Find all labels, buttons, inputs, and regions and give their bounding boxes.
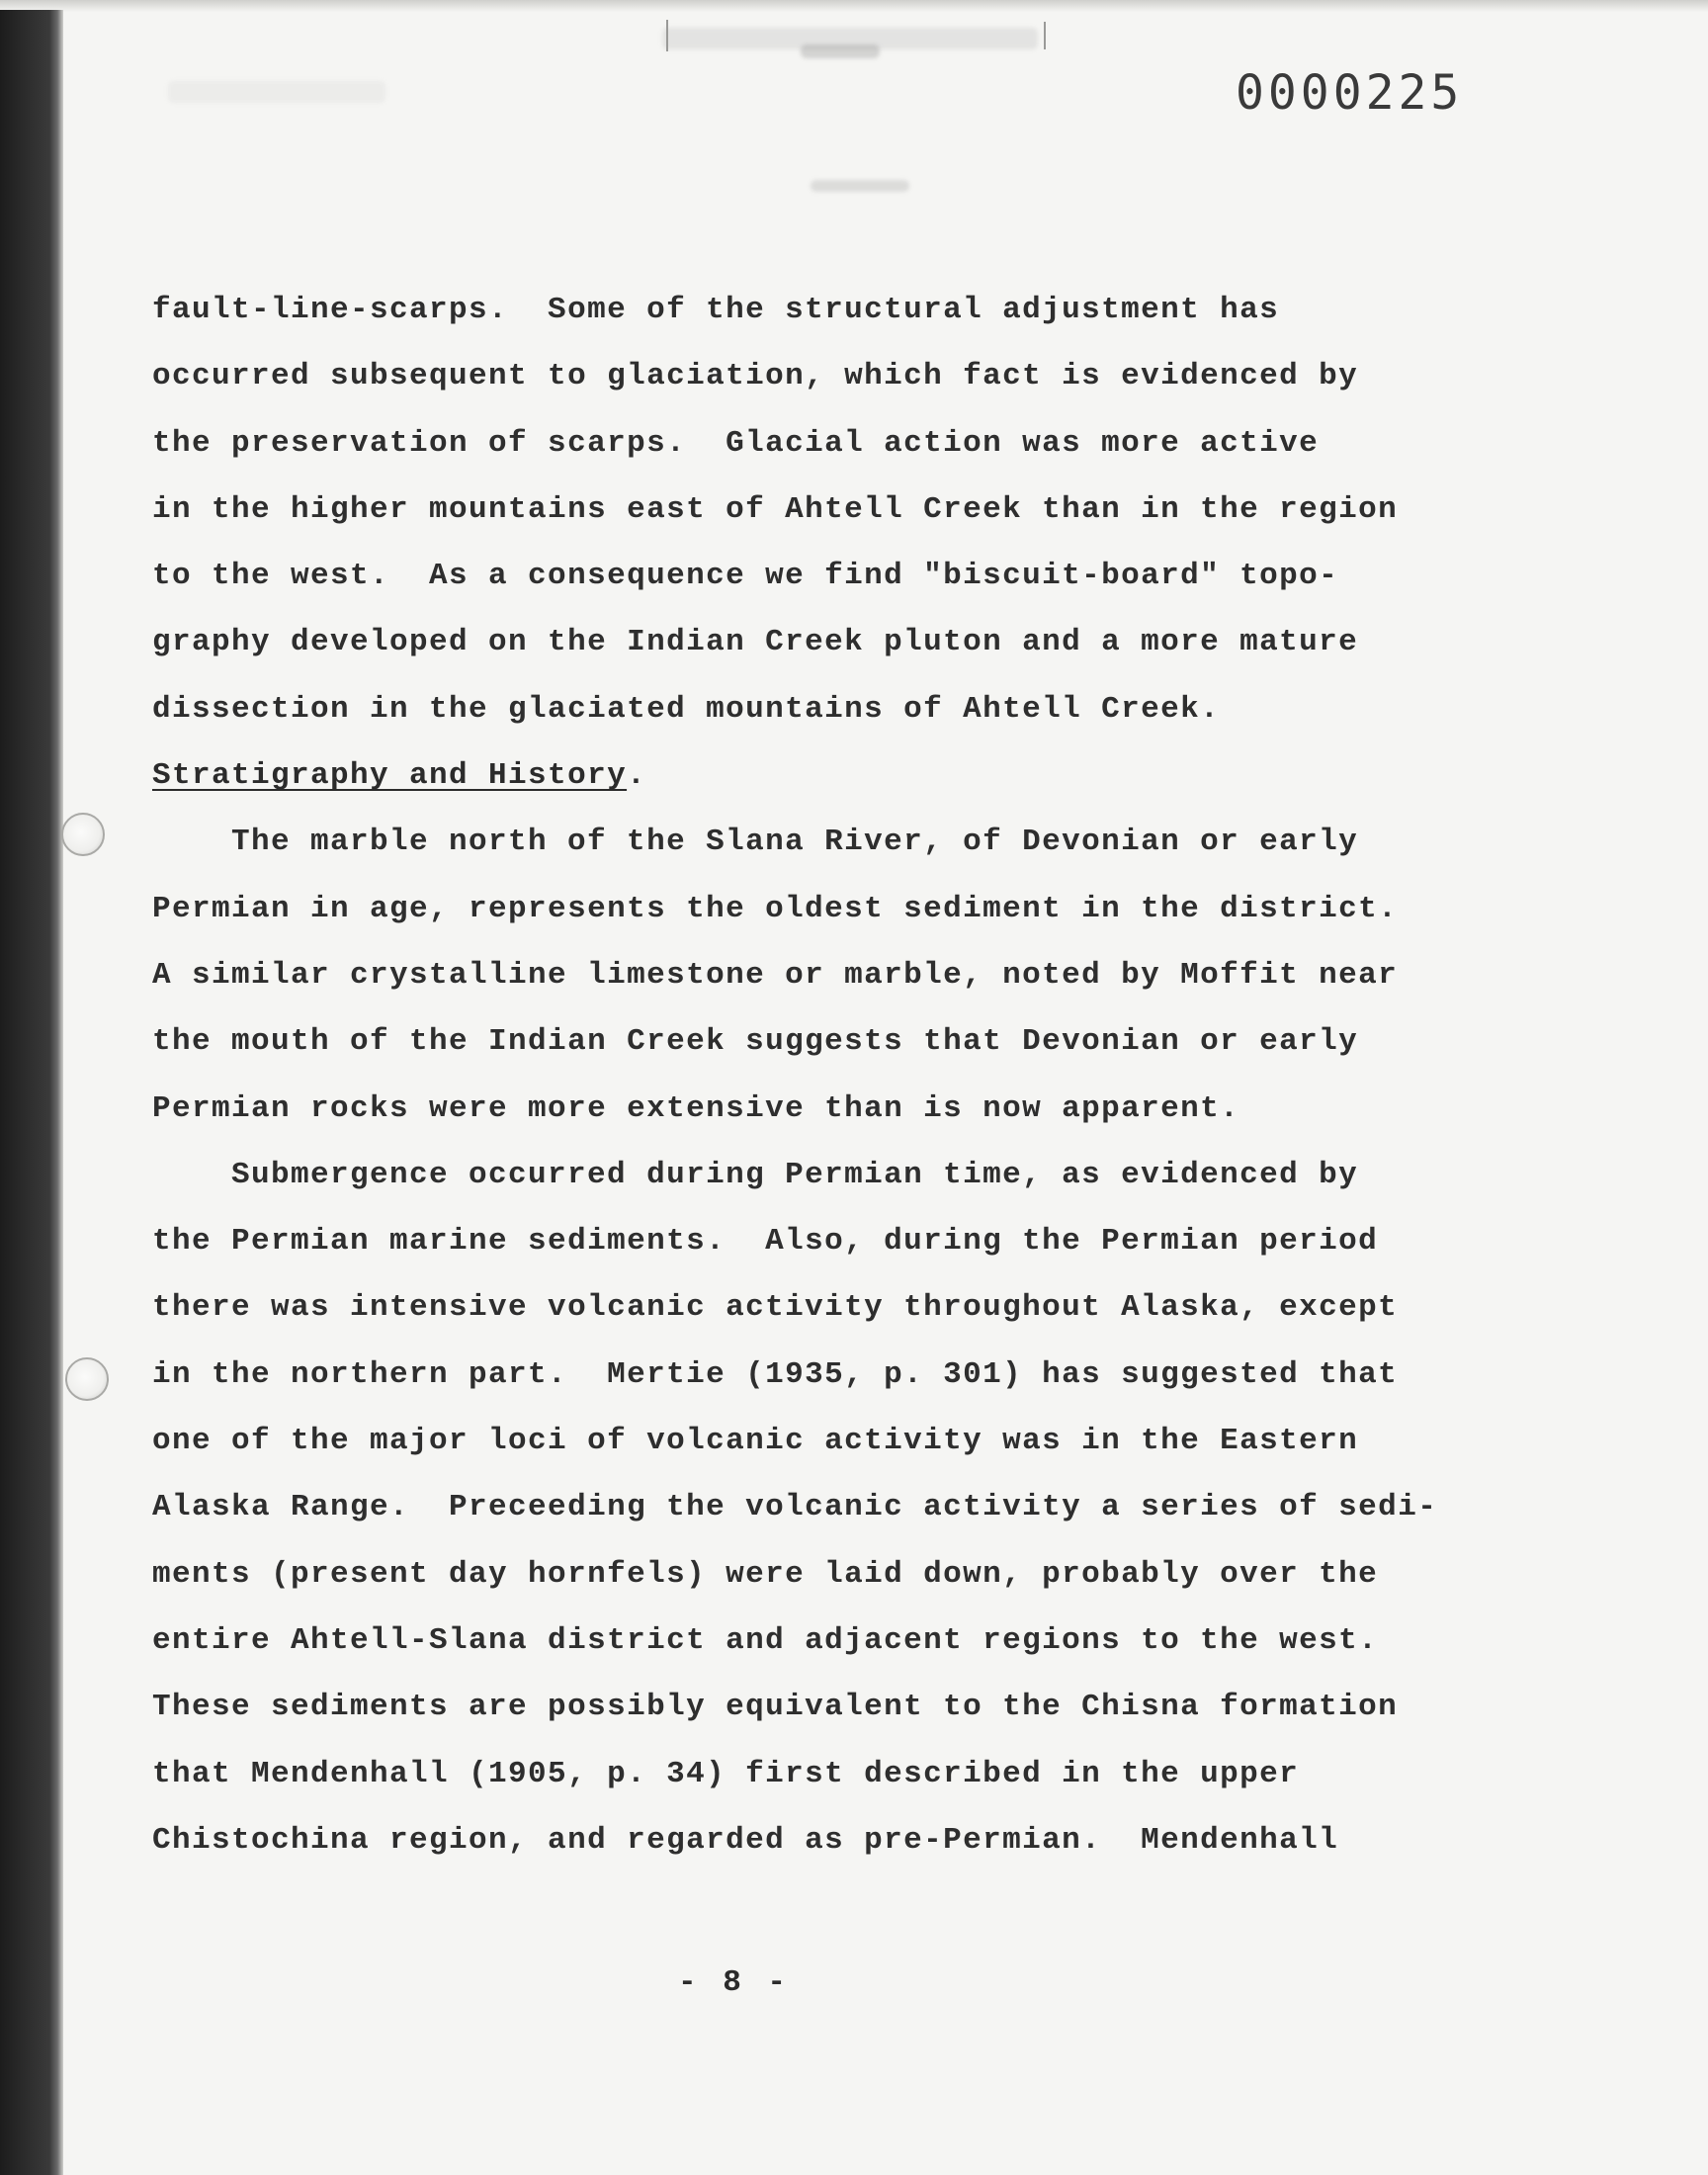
page-number: - 8 -	[678, 1965, 791, 2000]
text-line: in the higher mountains east of Ahtell Creek than in the region	[152, 491, 1399, 527]
text-line: Chistochina region, and regarded as pre-Permian. Mendenhall	[152, 1822, 1339, 1858]
text-line: dissection in the glaciated mountains of Ahtell Creek.	[152, 691, 1221, 727]
text-line: in the northern part. Mertie (1935, p. 301) has suggested that	[152, 1356, 1399, 1392]
text-line: to the west. As a consequence we find "biscuit-board" topo-	[152, 559, 1339, 594]
section-heading-text: Stratigraphy and History	[152, 758, 628, 794]
section-heading	[152, 749, 1437, 816]
page-top-edge	[0, 0, 1708, 12]
text-line: A similar crystalline limestone or marble, noted by Moffit near	[152, 957, 1399, 993]
text-line: fault-line-scarps. Some of the structural adjustment has	[152, 293, 1280, 327]
text-line: Permian in age, represents the oldest sediment in the district.	[152, 891, 1399, 926]
text-line: The marble north of the Slana River, of Devonian or early	[231, 825, 1359, 860]
text-line: Submergence occurred during Permian time, as evidenced by	[231, 1157, 1359, 1192]
scan-mark	[666, 20, 668, 51]
document-number: 0000225	[1236, 65, 1464, 121]
scan-smudge	[801, 44, 880, 58]
text-line: the Permian marine sediments. Also, during the Permian period	[152, 1224, 1379, 1260]
text-line: there was intensive volcanic activity throughout Alaska, except	[152, 1290, 1399, 1326]
text-line: occurred subsequent to glaciation, which fact is evidenced by	[152, 359, 1359, 394]
punch-hole-icon	[61, 813, 105, 856]
scan-mark	[1044, 22, 1046, 49]
text-line: one of the major loci of volcanic activity was in the Eastern	[152, 1424, 1359, 1459]
section-heading-period: .	[627, 758, 647, 794]
text-line: the preservation of scarps. Glacial action was more active	[152, 425, 1320, 461]
text-line: Permian rocks were more extensive than is now apparent.	[152, 1090, 1240, 1126]
scan-smudge	[811, 180, 909, 192]
punch-hole-icon	[65, 1357, 109, 1401]
text-line: ments (present day hornfels) were laid down, probably over the	[152, 1556, 1379, 1592]
text-line: entire Ahtell-Slana district and adjacent regions to the west.	[152, 1622, 1379, 1658]
scan-smudge	[168, 81, 385, 103]
text-line: that Mendenhall (1905, p. 34) first described in the upper	[152, 1756, 1300, 1791]
text-line: the mouth of the Indian Creek suggests that Devonian or early	[152, 1024, 1359, 1060]
binding-edge	[0, 10, 63, 2175]
body-text	[152, 284, 1437, 1880]
text-line: Alaska Range. Preceeding the volcanic activity a series of sedi-	[152, 1490, 1438, 1525]
text-line: graphy developed on the Indian Creek pluton and a more mature	[152, 625, 1359, 660]
text-line: These sediments are possibly equivalent to the Chisna formation	[152, 1690, 1399, 1725]
